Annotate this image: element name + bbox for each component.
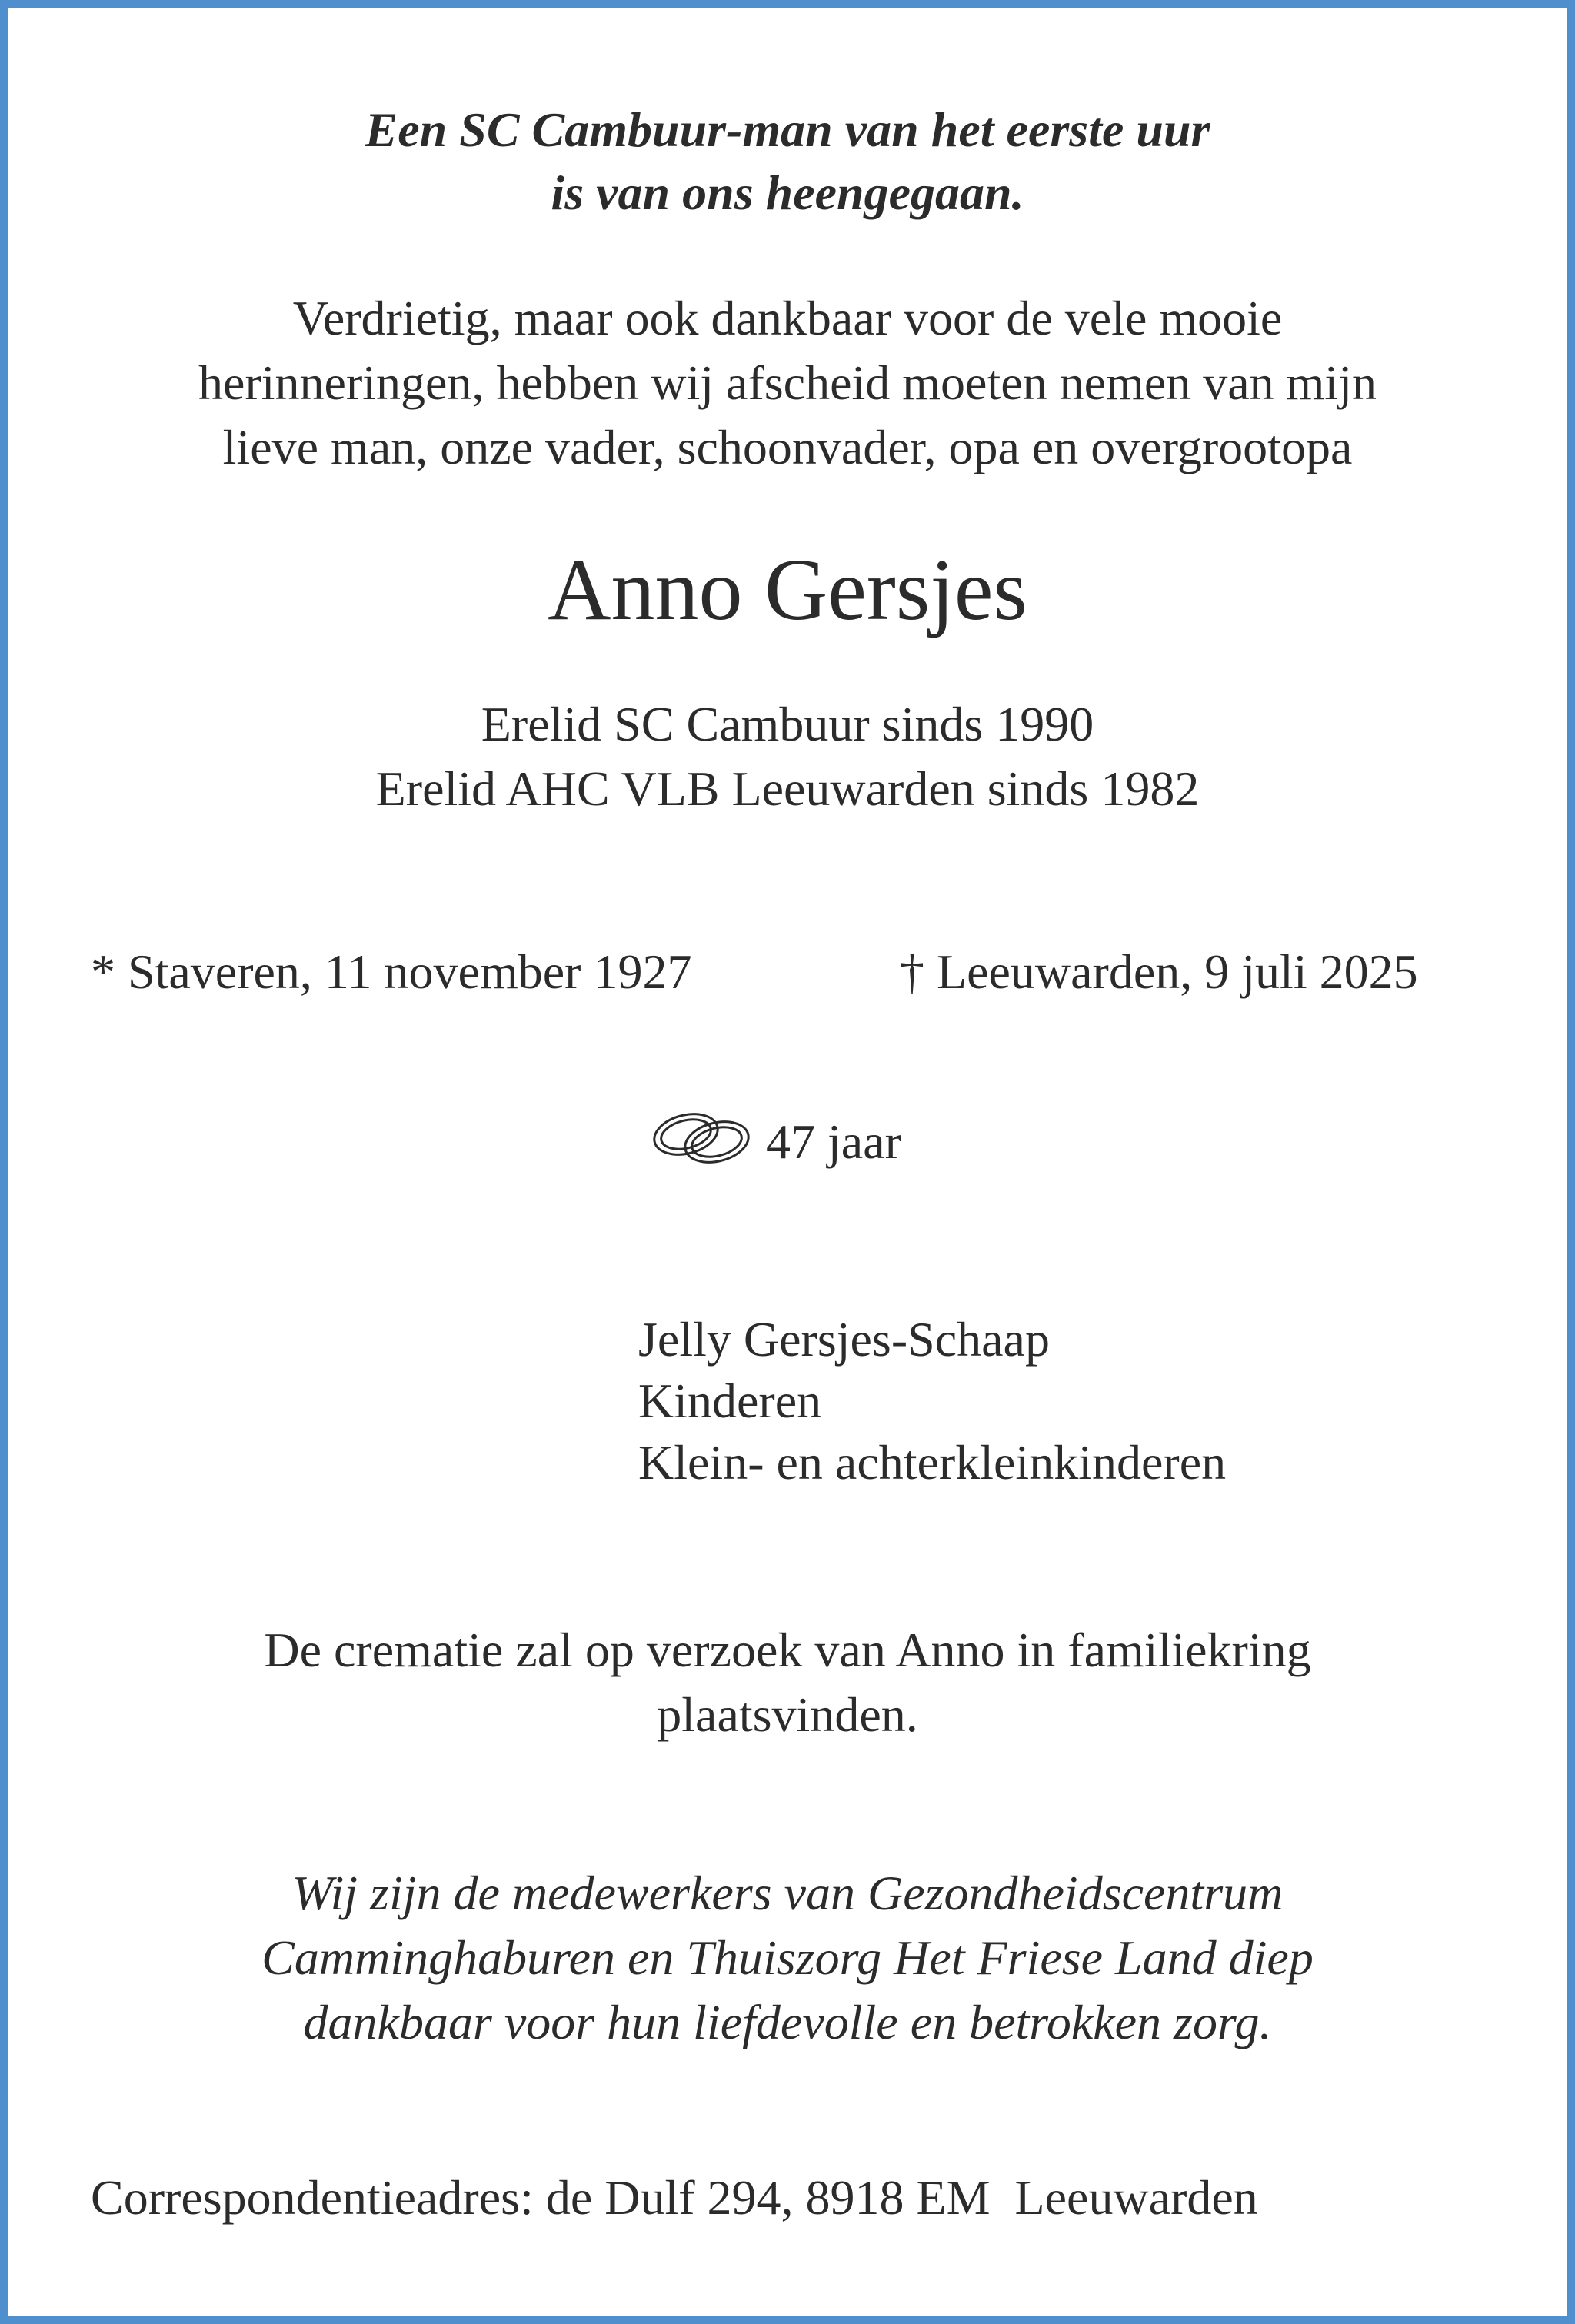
survivor: Klein- en achterkleinkinderen (638, 1435, 1227, 1490)
survivors-list (638, 1309, 1226, 1493)
intro-line: lieve man, onze vader, schoonvader, opa en overgrootopa (222, 420, 1353, 474)
motto (0, 98, 1575, 225)
wedding-rings-icon (646, 1100, 761, 1171)
cremation-notice (0, 1618, 1575, 1747)
marriage-duration (646, 1094, 901, 1178)
honor-line: Erelid SC Cambuur sinds 1990 (481, 697, 1094, 751)
thanks-line: Wij zijn de medewerkers van Gezondheidscentrum (291, 1866, 1284, 1920)
thanks-line: dankbaar voor hun liefdevolle en betrokken zorg. (303, 1995, 1272, 2049)
honors (0, 692, 1575, 821)
honor-line: Erelid AHC VLB Leeuwarden sinds 1982 (375, 761, 1200, 816)
birth-date: * Staveren, 11 november 1927 (91, 944, 692, 999)
correspondence-address: Correspondentieadres: de Dulf 294, 8918 EM Leeuwarden (91, 2170, 1258, 2225)
intro-line: Verdrietig, maar ook dankbaar voor de vele mooie (292, 291, 1283, 345)
deceased-name: Anno Gersjes (548, 541, 1027, 638)
survivor: Jelly Gersjes-Schaap (638, 1312, 1050, 1367)
thanks-note (0, 1861, 1575, 2055)
cremation-line: plaatsvinden. (657, 1687, 918, 1742)
survivor: Kinderen (638, 1373, 822, 1428)
intro-text (0, 286, 1575, 480)
cremation-line: De crematie zal op verzoek van Anno in familiekring (264, 1623, 1311, 1677)
thanks-line: Camminghaburen en Thuiszorg Het Friese Land diep (261, 1930, 1314, 1985)
motto-line: is van ons heengegaan. (551, 165, 1024, 220)
marriage-years: 47 jaar (766, 1114, 901, 1169)
intro-line: herinneringen, hebben wij afscheid moeten nemen van mijn (198, 355, 1377, 410)
motto-line: Een SC Cambuur-man van het eerste uur (365, 102, 1210, 157)
death-date: † Leeuwarden, 9 juli 2025 (900, 944, 1418, 999)
